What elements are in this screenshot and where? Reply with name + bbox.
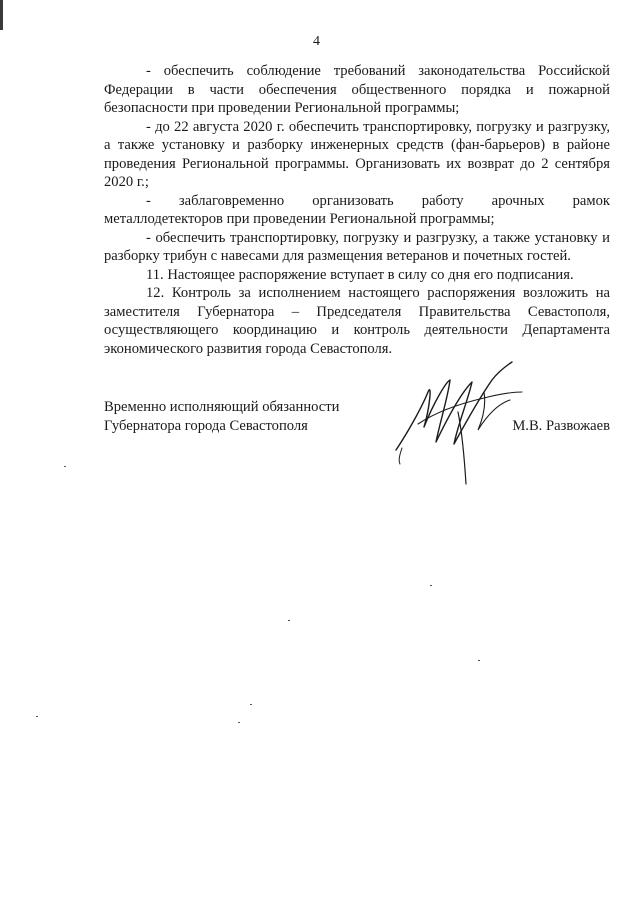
paragraph-clause-12: 12. Контроль за исполнением настоящего распоряжения возложить на заместителя Губернатора – Председателя Правительства Севастополя, осуществляющего координацию и контроль деятельности Департамента экономического развития города Севастополя. (104, 285, 610, 357)
scan-speck (36, 716, 38, 717)
signatory-title-line-1: Временно исполняющий обязанности (104, 399, 340, 415)
scan-speck (238, 722, 240, 723)
scan-speck (250, 704, 252, 705)
scan-edge-mark (0, 0, 3, 30)
scan-speck (288, 620, 290, 621)
document-body (104, 62, 610, 358)
page-number: 4 (313, 34, 320, 49)
scan-speck (64, 466, 66, 467)
paragraph-tribunes: - обеспечить транспортировку, погрузку и разгрузку, а также установку и разборку трибун с навесами для размещения ветеранов и почетных гостей. (104, 229, 610, 264)
paragraph-fan-barriers: - до 22 августа 2020 г. обеспечить транспортировку, погрузку и разгрузку, а также установку и разборку инженерных средств (фан-барьеров) в районе проведения Региональной программы. Организовать их возврат до 2 сентября 2020 г.; (104, 118, 610, 190)
handwritten-signature (388, 352, 538, 492)
paragraph-public-order: - обеспечить соблюдение требований законодательства Российской Федерации в части обеспечения общественного порядка и пожарной безопасности при проведении Региональной программы; (104, 63, 610, 116)
scan-speck (478, 660, 480, 661)
paragraph-metal-detectors: - заблаговременно организовать работу арочных рамок металлодетекторов при проведении Региональной программы; (104, 192, 610, 227)
scan-speck (430, 585, 432, 586)
signatory-title-line-2: Губернатора города Севастополя (104, 417, 308, 434)
paragraph-clause-11: 11. Настоящее распоряжение вступает в силу со дня его подписания. (146, 266, 574, 283)
signatory-name: М.В. Развожаев (512, 417, 610, 434)
